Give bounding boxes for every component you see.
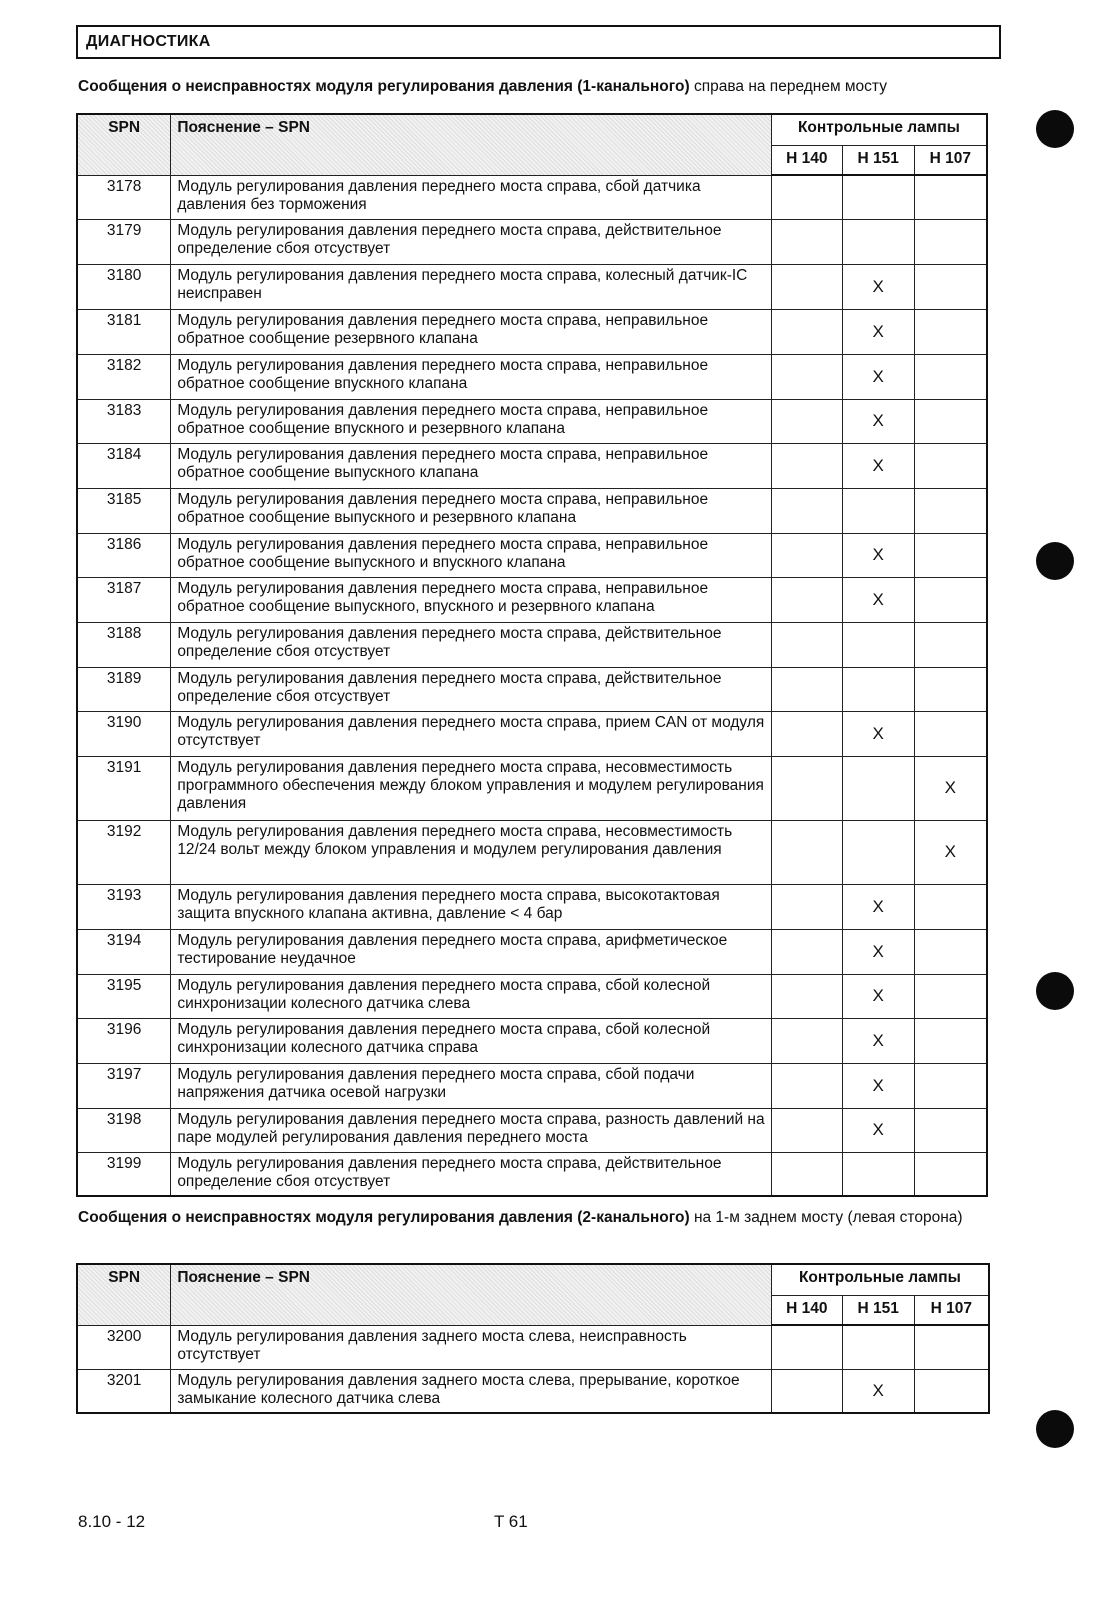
section-title-2-rest: на 1-м заднем мосту (левая сторона) (689, 1209, 963, 1226)
table-row (77, 820, 987, 884)
footer-page-number: T 61 (494, 1512, 528, 1531)
lamp-h151-mark (842, 756, 914, 820)
header-h107: H 107 (914, 146, 987, 176)
spn-description: Модуль регулирования давления переднего моста справа, арифметическое тестирование неудачное (171, 929, 772, 974)
header-description: Пояснение – SPN (171, 1264, 772, 1325)
spn-code: 3192 (77, 820, 171, 884)
spn-code: 3180 (77, 264, 171, 309)
spn-description: Модуль регулирования давления переднего моста справа, неправильное обратное сообщение выпускного клапана (171, 443, 772, 488)
spn-description: Модуль регулирования давления переднего моста справа, сбой подачи напряжения датчика осевой нагрузки (171, 1063, 772, 1108)
header-h107: H 107 (914, 1296, 989, 1326)
lamp-h107-mark (914, 622, 987, 667)
spn-code: 3200 (77, 1325, 171, 1369)
spn-description: Модуль регулирования давления переднего моста справа, сбой датчика давления без торможения (171, 175, 772, 219)
lamp-h151-mark: X (842, 1018, 914, 1063)
lamp-h140-mark (771, 929, 842, 974)
lamp-h151-mark: X (842, 577, 914, 622)
table-row (77, 756, 987, 820)
page-header-title: ДИАГНОСТИКА (86, 33, 211, 50)
header-control-lamps: Контрольные лампы (771, 1264, 989, 1296)
lamp-h107-mark (914, 1325, 989, 1369)
table-row (77, 577, 987, 622)
lamp-h140-mark (771, 488, 842, 533)
lamp-h140-mark (771, 1325, 842, 1369)
lamp-h107-mark (914, 219, 987, 264)
table-row (77, 1108, 987, 1152)
table-row (77, 884, 987, 929)
lamp-h107-mark (914, 1152, 987, 1196)
punch-hole (1036, 1410, 1074, 1448)
spn-description: Модуль регулирования давления переднего моста справа, неправильное обратное сообщение резервного клапана (171, 309, 772, 354)
lamp-h151-mark: X (842, 884, 914, 929)
spn-code: 3201 (77, 1369, 171, 1413)
table-row (77, 1018, 987, 1063)
lamp-h107-mark: X (914, 756, 987, 820)
spn-description: Модуль регулирования давления переднего моста справа, высокотактовая защита впускного клапана активна, давление < 4 бар (171, 884, 772, 929)
lamp-h151-mark (842, 622, 914, 667)
section-title-2-bold: Сообщения о неисправностях модуля регулирования давления (2-канального) (78, 1209, 690, 1226)
lamp-h140-mark (771, 1108, 842, 1152)
section-title-2 (78, 1208, 1008, 1228)
header-control-lamps: Контрольные лампы (771, 114, 987, 146)
section-title-1-rest: справа на переднем мосту (689, 78, 887, 95)
spn-description: Модуль регулирования давления переднего моста справа, действительное определение сбоя отсуствует (171, 622, 772, 667)
lamp-h140-mark (771, 711, 842, 756)
lamp-h140-mark (771, 399, 842, 443)
spn-description: Модуль регулирования давления заднего моста слева, неисправность отсутствует (171, 1325, 772, 1369)
fault-table-2 (76, 1263, 990, 1414)
lamp-h140-mark (771, 820, 842, 884)
table-row (77, 974, 987, 1018)
lamp-h151-mark: X (842, 533, 914, 577)
header-description: Пояснение – SPN (171, 114, 772, 175)
lamp-h151-mark (842, 175, 914, 219)
lamp-h140-mark (771, 1152, 842, 1196)
table-row (77, 399, 987, 443)
header-h140: H 140 (771, 1296, 842, 1326)
lamp-h107-mark (914, 175, 987, 219)
spn-code: 3182 (77, 354, 171, 399)
header-h151: H 151 (842, 1296, 914, 1326)
lamp-h151-mark: X (842, 1063, 914, 1108)
lamp-h151-mark: X (842, 974, 914, 1018)
header-h151: H 151 (842, 146, 914, 176)
lamp-h151-mark: X (842, 929, 914, 974)
lamp-h140-mark (771, 577, 842, 622)
spn-code: 3186 (77, 533, 171, 577)
lamp-h151-mark (842, 1325, 914, 1369)
spn-code: 3181 (77, 309, 171, 354)
lamp-h151-mark: X (842, 264, 914, 309)
table-row (77, 1369, 989, 1413)
table-row (77, 667, 987, 711)
lamp-h151-mark: X (842, 711, 914, 756)
spn-code: 3189 (77, 667, 171, 711)
lamp-h107-mark (914, 443, 987, 488)
lamp-h107-mark (914, 1018, 987, 1063)
table-row (77, 1152, 987, 1196)
lamp-h140-mark (771, 884, 842, 929)
fault-table-1 (76, 113, 988, 1197)
lamp-h107-mark (914, 711, 987, 756)
lamp-h151-mark: X (842, 1369, 914, 1413)
spn-description: Модуль регулирования давления переднего моста справа, действительное определение сбоя отсуствует (171, 1152, 772, 1196)
lamp-h151-mark (842, 820, 914, 884)
lamp-h107-mark (914, 264, 987, 309)
table-row (77, 1325, 989, 1369)
lamp-h107-mark (914, 974, 987, 1018)
table-row (77, 1063, 987, 1108)
lamp-h140-mark (771, 533, 842, 577)
lamp-h151-mark: X (842, 309, 914, 354)
lamp-h107-mark (914, 533, 987, 577)
lamp-h151-mark (842, 667, 914, 711)
spn-description: Модуль регулирования давления переднего моста справа, несовместимость 12/24 вольт между блоком управления и модулем регулирования давления (171, 820, 772, 884)
spn-description: Модуль регулирования давления переднего моста справа, неправильное обратное сообщение впускного и резервного клапана (171, 399, 772, 443)
lamp-h140-mark (771, 264, 842, 309)
spn-description: Модуль регулирования давления переднего моста справа, действительное определение сбоя отсуствует (171, 219, 772, 264)
spn-code: 3185 (77, 488, 171, 533)
spn-code: 3194 (77, 929, 171, 974)
spn-description: Модуль регулирования давления переднего моста справа, разность давлений на паре модулей регулирования давления переднего моста (171, 1108, 772, 1152)
lamp-h107-mark (914, 667, 987, 711)
spn-description: Модуль регулирования давления переднего моста справа, действительное определение сбоя отсуствует (171, 667, 772, 711)
lamp-h140-mark (771, 756, 842, 820)
lamp-h151-mark (842, 219, 914, 264)
lamp-h140-mark (771, 354, 842, 399)
lamp-h140-mark (771, 309, 842, 354)
spn-description: Модуль регулирования давления переднего моста справа, неправильное обратное сообщение выпускного, впускного и резервного клапана (171, 577, 772, 622)
lamp-h151-mark (842, 1152, 914, 1196)
table-row (77, 354, 987, 399)
lamp-h151-mark: X (842, 399, 914, 443)
lamp-h151-mark (842, 488, 914, 533)
lamp-h107-mark (914, 354, 987, 399)
table-row (77, 533, 987, 577)
table-row (77, 443, 987, 488)
spn-code: 3199 (77, 1152, 171, 1196)
table-row (77, 309, 987, 354)
spn-code: 3188 (77, 622, 171, 667)
spn-description: Модуль регулирования давления заднего моста слева, прерывание, короткое замыкание колесного датчика слева (171, 1369, 772, 1413)
lamp-h107-mark (914, 309, 987, 354)
lamp-h107-mark (914, 1063, 987, 1108)
spn-code: 3196 (77, 1018, 171, 1063)
page-header (76, 25, 1001, 59)
spn-code: 3198 (77, 1108, 171, 1152)
lamp-h140-mark (771, 622, 842, 667)
lamp-h140-mark (771, 667, 842, 711)
punch-hole (1036, 542, 1074, 580)
lamp-h107-mark (914, 884, 987, 929)
spn-code: 3187 (77, 577, 171, 622)
fault-table-1-body (77, 175, 987, 1196)
lamp-h140-mark (771, 1018, 842, 1063)
spn-code: 3191 (77, 756, 171, 820)
section-title-1-bold: Сообщения о неисправностях модуля регулирования давления (1-канального) (78, 78, 690, 95)
lamp-h107-mark (914, 1108, 987, 1152)
punch-hole (1036, 972, 1074, 1010)
table-row (77, 929, 987, 974)
lamp-h140-mark (771, 1369, 842, 1413)
lamp-h107-mark (914, 399, 987, 443)
fault-table-2-body (77, 1325, 989, 1413)
lamp-h140-mark (771, 974, 842, 1018)
lamp-h151-mark: X (842, 443, 914, 488)
lamp-h107-mark (914, 1369, 989, 1413)
lamp-h140-mark (771, 443, 842, 488)
spn-code: 3178 (77, 175, 171, 219)
header-spn: SPN (77, 114, 171, 175)
spn-description: Модуль регулирования давления переднего моста справа, сбой колесной синхронизации колесного датчика справа (171, 1018, 772, 1063)
table-row (77, 711, 987, 756)
spn-code: 3193 (77, 884, 171, 929)
spn-description: Модуль регулирования давления переднего моста справа, неправильное обратное сообщение выпускного и резервного клапана (171, 488, 772, 533)
section-title-1 (78, 77, 1008, 97)
spn-description: Модуль регулирования давления переднего моста справа, неправильное обратное сообщение впускного клапана (171, 354, 772, 399)
lamp-h107-mark (914, 929, 987, 974)
lamp-h107-mark (914, 577, 987, 622)
table-row (77, 219, 987, 264)
spn-code: 3179 (77, 219, 171, 264)
spn-description: Модуль регулирования давления переднего моста справа, сбой колесной синхронизации колесного датчика слева (171, 974, 772, 1018)
spn-code: 3183 (77, 399, 171, 443)
punch-hole (1036, 110, 1074, 148)
spn-description: Модуль регулирования давления переднего моста справа, неправильное обратное сообщение выпускного и впускного клапана (171, 533, 772, 577)
lamp-h151-mark: X (842, 1108, 914, 1152)
spn-code: 3197 (77, 1063, 171, 1108)
footer-page-code: 8.10 - 12 (78, 1512, 146, 1531)
spn-code: 3190 (77, 711, 171, 756)
table-row (77, 175, 987, 219)
lamp-h140-mark (771, 1063, 842, 1108)
spn-description: Модуль регулирования давления переднего моста справа, колесный датчик-IC неисправен (171, 264, 772, 309)
spn-code: 3184 (77, 443, 171, 488)
header-spn: SPN (77, 1264, 171, 1325)
lamp-h107-mark: X (914, 820, 987, 884)
table-row (77, 488, 987, 533)
header-h140: H 140 (771, 146, 842, 176)
lamp-h151-mark: X (842, 354, 914, 399)
lamp-h140-mark (771, 219, 842, 264)
spn-description: Модуль регулирования давления переднего моста справа, несовместимость программного обеспечения между блоком управления и модулем регулирования давления (171, 756, 772, 820)
lamp-h107-mark (914, 488, 987, 533)
spn-code: 3195 (77, 974, 171, 1018)
table-row (77, 264, 987, 309)
lamp-h140-mark (771, 175, 842, 219)
spn-description: Модуль регулирования давления переднего моста справа, прием CAN от модуля отсутствует (171, 711, 772, 756)
table-row (77, 622, 987, 667)
